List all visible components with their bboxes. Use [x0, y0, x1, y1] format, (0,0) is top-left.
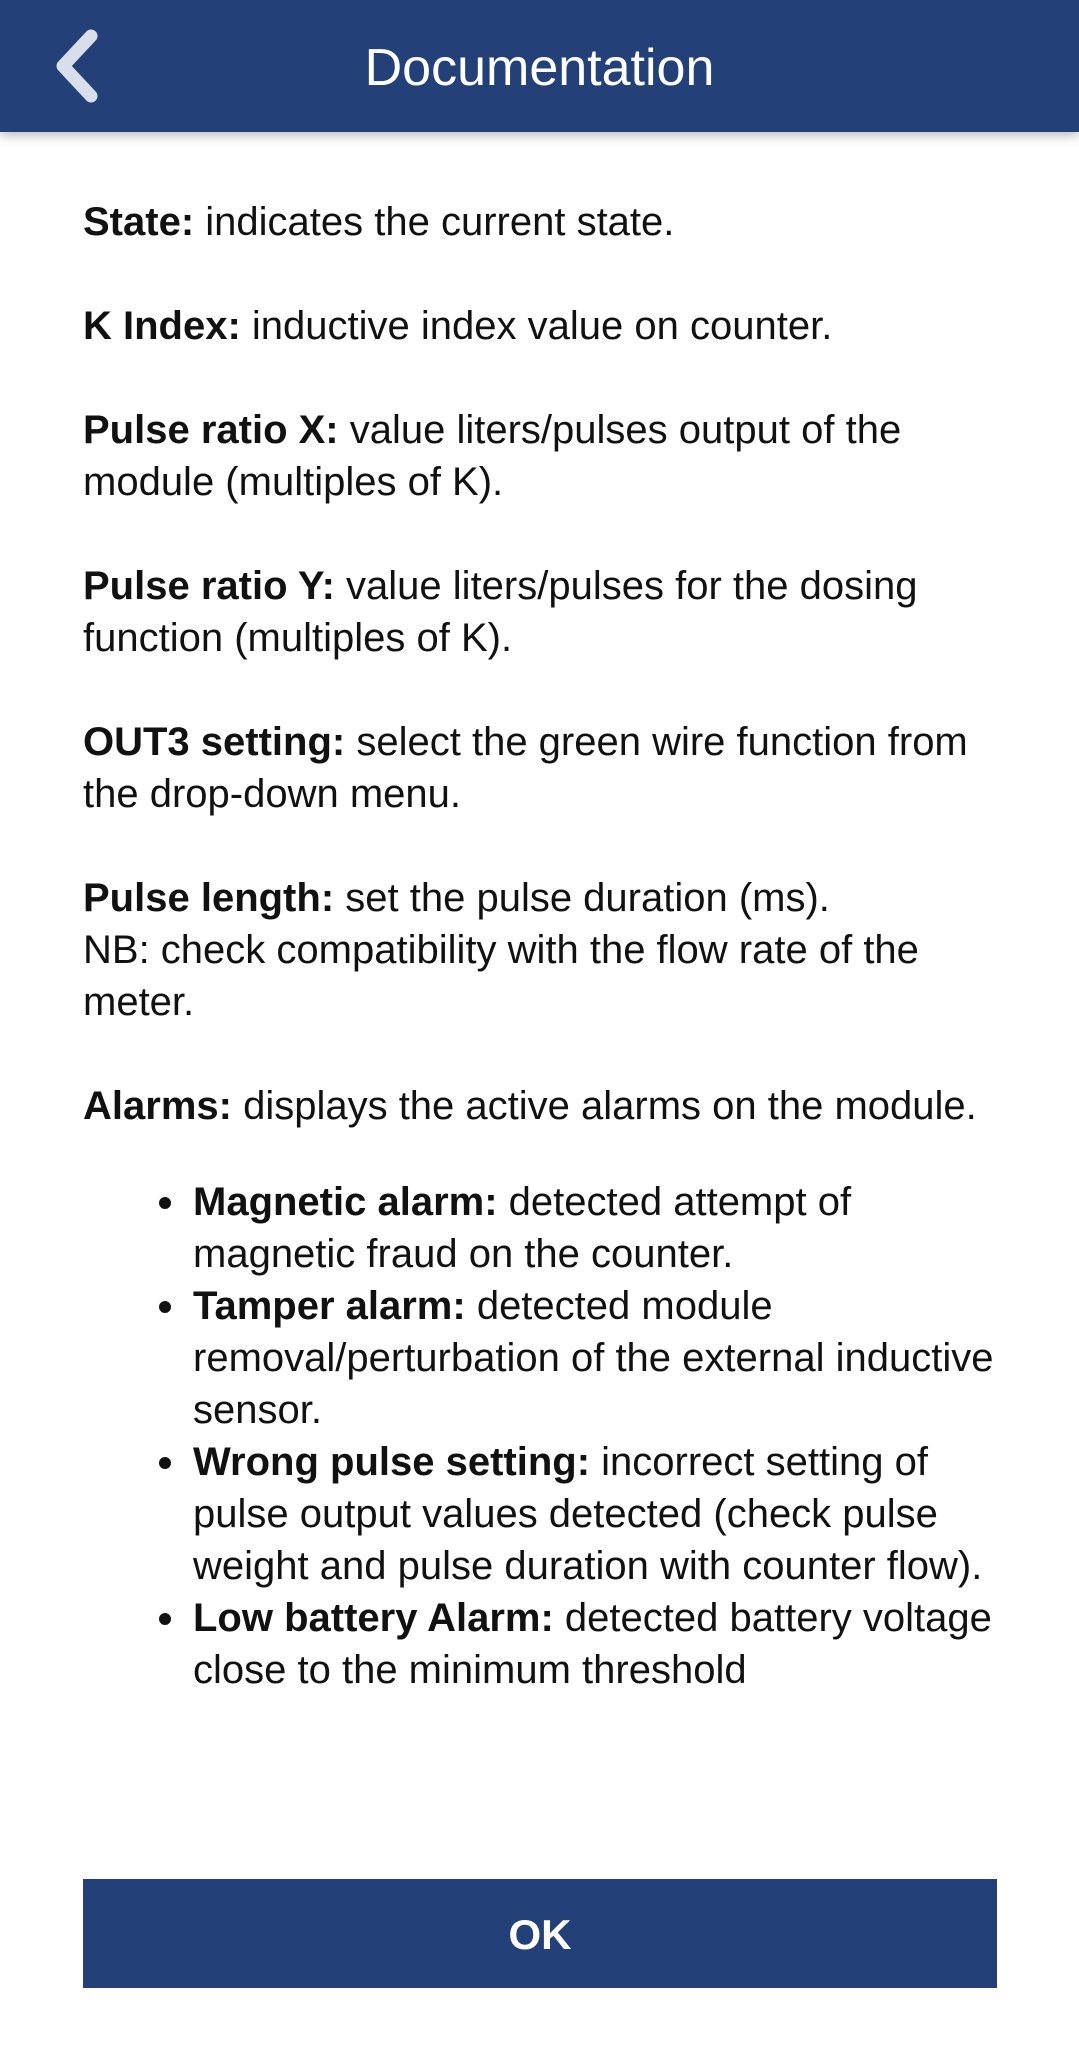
header-bar [0, 0, 1079, 132]
doc-paragraph-out3-setting [83, 716, 1003, 820]
doc-description: value liters/pulses output of the module (multiples of K). [83, 408, 902, 504]
list-item [193, 1436, 1003, 1592]
doc-paragraph-state [83, 196, 1003, 248]
doc-paragraph-pulse-length [83, 872, 1003, 1028]
doc-term: Pulse ratio X: [83, 408, 339, 452]
doc-term: Pulse length: [83, 876, 335, 920]
doc-description: indicates the current state. [194, 200, 675, 244]
doc-paragraph-k-index [83, 300, 1003, 352]
list-item [193, 1280, 1003, 1436]
doc-description: inductive index value on counter. [240, 304, 833, 348]
documentation-content[interactable] [83, 196, 1003, 1792]
alarm-term: Magnetic alarm: [193, 1180, 498, 1224]
alarm-list [83, 1176, 1003, 1696]
alarm-description: detected battery voltage close to the minimum threshold [193, 1596, 992, 1692]
alarm-term: Low battery Alarm: [193, 1596, 554, 1640]
alarm-term: Tamper alarm: [193, 1284, 466, 1328]
doc-paragraph-alarms [83, 1080, 1003, 1132]
doc-paragraph-pulse-ratio-x [83, 404, 1003, 508]
doc-description: select the green wire function from the drop-down menu. [83, 720, 968, 816]
doc-term: State: [83, 200, 195, 244]
doc-term: Alarms: [83, 1084, 232, 1128]
page-title: Documentation [364, 39, 715, 97]
list-item [193, 1176, 1003, 1280]
alarm-description: detected attempt of magnetic fraud on the counter. [193, 1180, 852, 1276]
doc-term: Pulse ratio Y: [83, 564, 335, 608]
ok-button[interactable]: OK [83, 1879, 997, 1988]
doc-description: displays the active alarms on the module. [231, 1084, 977, 1128]
doc-term: K Index: [83, 304, 241, 348]
doc-note: NB: check compatibility with the flow rate of the meter. [83, 928, 919, 1024]
list-item [193, 1592, 1003, 1696]
doc-paragraph-pulse-ratio-y [83, 560, 1003, 664]
alarm-description: incorrect setting of pulse output values detected (check pulse weight and pulse duration with counter flow). [193, 1440, 983, 1588]
alarm-term: Wrong pulse setting: [193, 1440, 591, 1484]
doc-description: value liters/pulses for the dosing function (multiples of K). [83, 564, 918, 660]
doc-term: OUT3 setting: [83, 720, 346, 764]
alarm-description: detected module removal/perturbation of the external inductive sensor. [193, 1284, 994, 1432]
doc-description: set the pulse duration (ms). [334, 876, 830, 920]
